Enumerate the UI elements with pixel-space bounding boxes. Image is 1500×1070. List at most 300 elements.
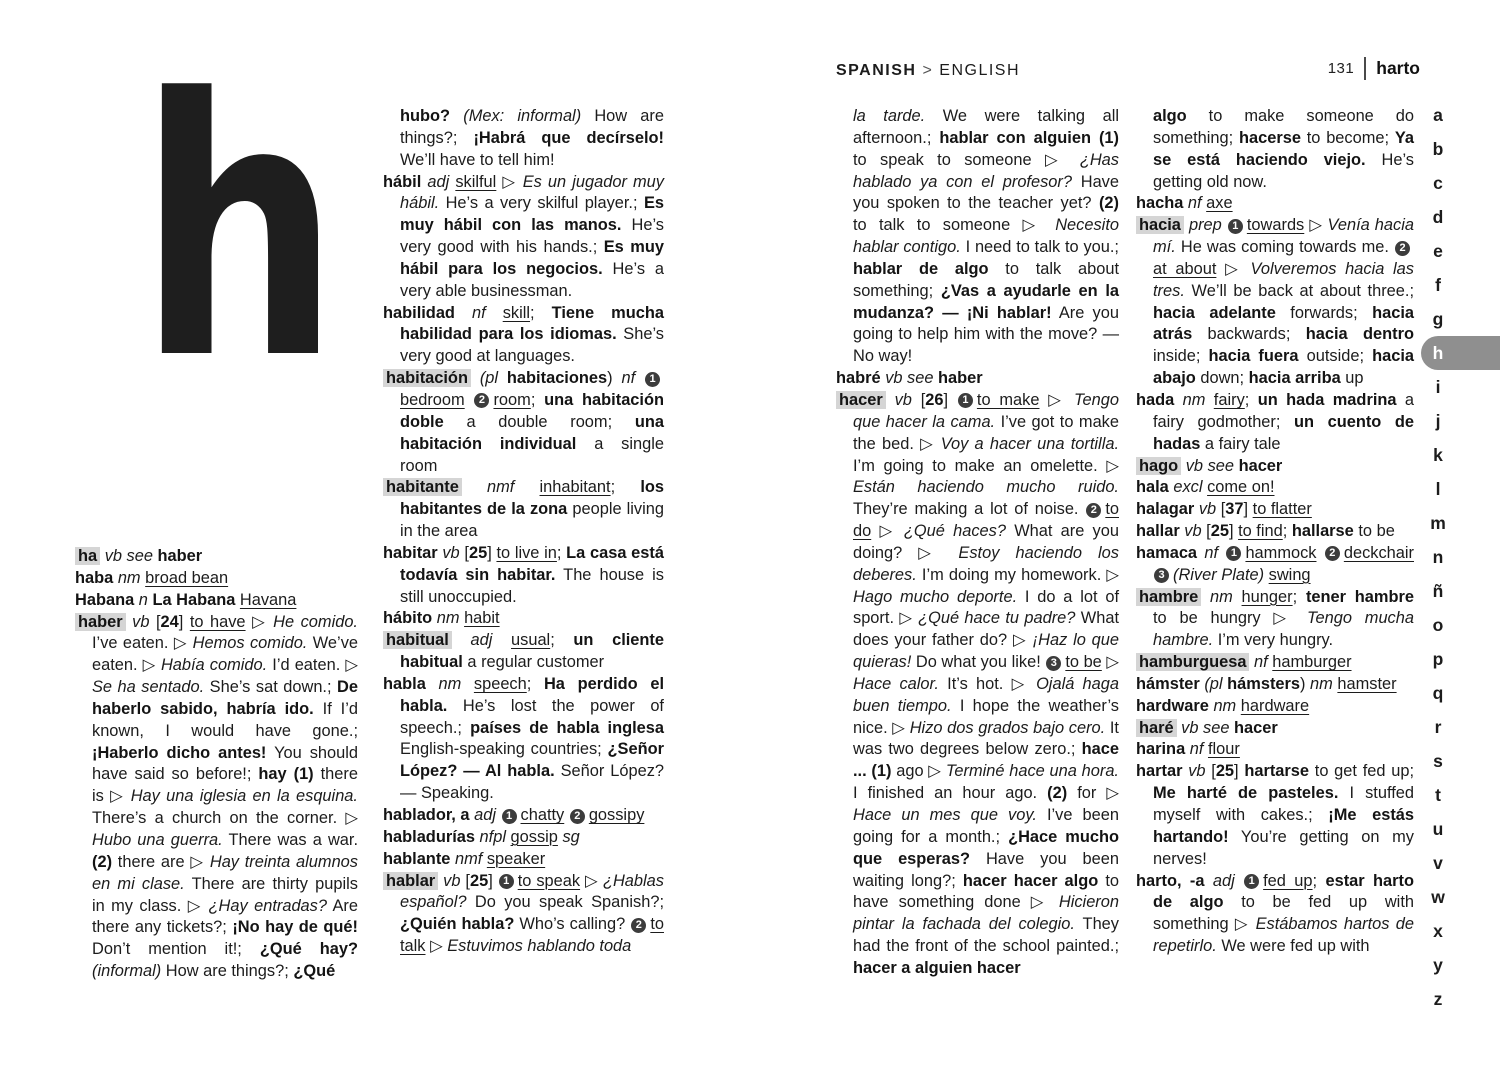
- italic-label: nm: [113, 568, 146, 587]
- plain-text: They’re making a lot of noise.: [853, 500, 1086, 519]
- plain-text: ;: [1282, 522, 1292, 541]
- translation: room: [493, 390, 531, 409]
- alphabet-tab-q[interactable]: [1421, 676, 1500, 710]
- entry-headword: hacia: [1136, 216, 1184, 234]
- bold-phrase: Me harté de pasteles.: [1153, 784, 1339, 803]
- plain-text: up: [1340, 369, 1364, 388]
- bold-phrase: 24: [160, 612, 179, 631]
- italic-label: Había comido.: [160, 656, 268, 675]
- translation: speech: [473, 674, 527, 693]
- plain-text: I’m going to make an omelette. ▷: [853, 456, 1119, 475]
- translation: to flatter: [1252, 500, 1312, 519]
- dictionary-entry: [383, 849, 664, 871]
- sense-number: 1: [1244, 874, 1259, 889]
- translation: at about: [1153, 259, 1217, 278]
- plain-text: [: [1206, 522, 1211, 541]
- alphabet-tab-l[interactable]: [1421, 472, 1500, 506]
- alphabet-tab-r[interactable]: [1421, 710, 1500, 744]
- plain-text: [: [155, 612, 161, 631]
- bold-phrase: ¡Haberlo dicho antes!: [92, 743, 267, 762]
- plain-text: ▷: [1304, 216, 1328, 235]
- alphabet-letter: b: [1432, 138, 1444, 159]
- entry-continuation: [1136, 106, 1414, 193]
- dictionary-entry: [1136, 674, 1414, 696]
- entry-headword: habitar: [383, 543, 438, 562]
- italic-label: Voy a hacer una tortilla.: [940, 434, 1120, 453]
- bold-phrase: 25: [469, 871, 489, 890]
- alphabet-tab-y[interactable]: [1421, 948, 1500, 982]
- alphabet-letter: i: [1435, 376, 1441, 397]
- alphabet-tab-x[interactable]: [1421, 914, 1500, 948]
- dictionary-entry: [1136, 739, 1414, 761]
- dictionary-entry: [75, 546, 358, 568]
- plain-text: He’s a very skilful player.;: [439, 194, 644, 213]
- plain-text: There are thirty pupils in my class. ▷: [92, 874, 358, 915]
- dictionary-entry: [383, 674, 664, 805]
- translation: flour: [1207, 740, 1240, 759]
- plain-text: I’d eaten. ▷: [267, 656, 358, 675]
- plain-text: [471, 369, 480, 387]
- italic-label: (pl: [1204, 674, 1228, 693]
- dictionary-entry: [836, 390, 1119, 980]
- italic-label: nmf: [450, 849, 487, 868]
- italic-label: nm: [1201, 587, 1242, 606]
- page-reference: [1328, 55, 1420, 81]
- translation: bedroom: [400, 390, 465, 409]
- italic-label: ¿Has hablado ya con el profesor?: [853, 150, 1119, 191]
- plain-text: [: [464, 543, 469, 562]
- bold-phrase: tener hambre: [1305, 587, 1415, 606]
- italic-label: Ojalá haga buen tiempo.: [853, 674, 1120, 715]
- bold-phrase: ¿Qué: [293, 962, 336, 981]
- plain-text: Señor López? — Speaking.: [400, 762, 665, 803]
- italic-label: nfpl: [475, 827, 511, 846]
- plain-text: How are things?;: [161, 962, 294, 981]
- plain-text: a fairy tale: [1200, 434, 1281, 453]
- dictionary-entry: [383, 871, 664, 958]
- plain-text: We were fed up with: [1216, 937, 1370, 956]
- plain-text: You’re getting on my nerves!: [1153, 827, 1414, 868]
- bold-phrase: 37: [1225, 500, 1244, 519]
- dictionary-entry: [75, 568, 358, 590]
- dictionary-entry: [383, 303, 664, 369]
- alphabet-tab-p[interactable]: [1421, 642, 1500, 676]
- italic-label: Venía hacia mí.: [1153, 216, 1414, 257]
- header-language-direction: [836, 62, 1020, 80]
- sense-number: 2: [570, 809, 585, 824]
- bold-phrase: haber: [157, 547, 203, 565]
- bold-phrase: hacer a alguien hacer: [853, 958, 1021, 977]
- entry-headword: hablar: [383, 872, 438, 890]
- italic-label: Hay treinta alumnos en mi clase.: [92, 852, 358, 893]
- plain-text: I hope the weather’s nice. ▷: [853, 696, 1119, 737]
- entry-continuation: [383, 106, 664, 172]
- dictionary-entry: [1136, 696, 1414, 718]
- italic-label: ¡Haz lo que quieras!: [853, 631, 1120, 672]
- plain-text: to have something done ▷: [853, 871, 1119, 912]
- alphabet-tab-t[interactable]: [1421, 778, 1500, 812]
- bold-phrase: ¿Hace mucho que esperas?: [853, 827, 1119, 868]
- plain-text: ago ▷: [891, 762, 946, 781]
- dictionary-entry: [383, 477, 664, 543]
- entry-headword: hámster: [1136, 674, 1200, 693]
- italic-label: nf: [454, 303, 503, 322]
- bold-phrase: hablar con alguien (1): [939, 128, 1119, 147]
- plain-text: He’s getting old now.: [1153, 150, 1415, 191]
- italic-label: nm: [432, 609, 465, 628]
- translation: to find: [1238, 522, 1283, 541]
- plain-text: If I’d known, I would have gone.;: [92, 699, 358, 740]
- italic-label: Terminé hace una hora.: [945, 762, 1119, 781]
- sense-number: 1: [645, 372, 660, 387]
- plain-text: outside;: [1298, 347, 1373, 366]
- italic-label: Estuvimos hablando toda: [447, 937, 632, 956]
- plain-text: ]: [178, 612, 190, 631]
- plain-text: What does your father do? ▷: [853, 609, 1119, 650]
- bold-phrase: hacia abajo: [1153, 347, 1414, 388]
- column-1: [75, 546, 358, 983]
- bold-phrase: hacia atrás: [1153, 303, 1415, 344]
- plain-text: There was a war.: [222, 830, 359, 849]
- bold-phrase: hallarse: [1291, 522, 1354, 541]
- sense-number: 3: [1046, 656, 1061, 671]
- entry-headword: hacer: [836, 391, 886, 409]
- header-source-language: SPANISH: [836, 62, 917, 79]
- alphabet-tab-c[interactable]: [1421, 166, 1500, 200]
- plain-text: She’s very good at languages.: [400, 325, 664, 366]
- italic-label: nf: [1185, 740, 1208, 759]
- italic-label: Tengo que hacer la cama.: [853, 390, 1119, 431]
- entry-headword: hábito: [383, 609, 433, 628]
- alphabet-tab-i[interactable]: [1421, 370, 1500, 404]
- plain-text: ;: [610, 478, 641, 497]
- bold-phrase: ¿Vas a ayudarle en la mudanza? — ¡Ni hablar!: [853, 281, 1119, 322]
- alphabet-tab-u[interactable]: [1421, 812, 1500, 846]
- dictionary-entry: [383, 827, 664, 849]
- italic-label: nf: [621, 369, 636, 388]
- sense-number: 2: [1325, 546, 1340, 561]
- alphabet-tab-k[interactable]: [1421, 438, 1500, 472]
- italic-label: nf: [1197, 543, 1226, 562]
- translation: hardware: [1240, 696, 1310, 715]
- sense-number: 1: [958, 393, 973, 408]
- alphabet-tab-o[interactable]: [1421, 608, 1500, 642]
- italic-label: nm: [1208, 696, 1241, 715]
- translation: towards: [1246, 216, 1305, 235]
- italic-label: Hace calor.: [853, 674, 939, 693]
- plain-text: ▷: [580, 871, 603, 890]
- italic-label: adj: [1204, 871, 1244, 890]
- bold-phrase: hubo?: [400, 107, 451, 125]
- alphabet-tab-j[interactable]: [1421, 404, 1500, 438]
- header-direction-arrow: >: [922, 62, 934, 79]
- italic-label: sg: [557, 827, 580, 846]
- bold-phrase: hacia dentro: [1305, 325, 1414, 344]
- bold-phrase: haber: [938, 369, 983, 388]
- translation: hunger: [1241, 587, 1293, 606]
- plain-text: I’ve got to make the bed. ▷: [853, 412, 1119, 453]
- italic-label: (River Plate): [1173, 565, 1265, 584]
- plain-text: What are you doing? ▷: [853, 522, 1119, 562]
- bold-phrase: hámsters: [1227, 674, 1301, 693]
- entry-headword: hamaca: [1136, 543, 1198, 562]
- plain-text: ▷: [496, 172, 523, 191]
- bold-phrase: 26: [925, 390, 944, 409]
- plain-text: [635, 369, 644, 387]
- plain-text: ▷: [425, 937, 448, 956]
- alphabet-letter: ñ: [1432, 580, 1444, 601]
- plain-text: ]: [1234, 762, 1245, 781]
- italic-label: (informal): [92, 962, 162, 981]
- translation: come on!: [1207, 478, 1275, 497]
- translation: to live in: [496, 543, 557, 562]
- plain-text: there is ▷: [92, 765, 358, 806]
- plain-text: ;: [1312, 871, 1326, 890]
- plain-text: [: [1220, 500, 1226, 519]
- italic-label: He comido.: [273, 612, 358, 631]
- alphabet-tab-f[interactable]: [1421, 268, 1500, 302]
- italic-label: n: [134, 590, 153, 609]
- italic-label: Se ha sentado.: [92, 678, 205, 697]
- bold-phrase: (2): [92, 852, 113, 871]
- plain-text: I’ve been going for a month.;: [853, 806, 1119, 846]
- italic-label: Hemos comido.: [192, 634, 308, 653]
- entry-headword: hacha: [1136, 194, 1184, 213]
- italic-label: vb: [1194, 500, 1221, 519]
- bold-phrase: ¡Me estás hartando!: [1153, 806, 1415, 846]
- plain-text: Are you going to help him with the move? — No way!: [853, 303, 1119, 366]
- alphabet-letter: z: [1433, 988, 1443, 1009]
- bold-phrase: hace ... (1): [853, 740, 1119, 781]
- alphabet-tab-s[interactable]: [1421, 744, 1500, 778]
- italic-label: Necesito hablar contigo.: [853, 216, 1119, 257]
- entry-headword: hartar: [1136, 762, 1183, 781]
- italic-label: vb: [437, 543, 465, 562]
- alphabet-tab-g[interactable]: [1421, 302, 1500, 336]
- bold-phrase: ¿Señor López? — Al habla.: [400, 740, 664, 781]
- italic-label: (pl: [479, 369, 507, 388]
- italic-label: vb: [438, 871, 466, 890]
- sense-number: 1: [499, 874, 514, 889]
- plain-text: Who’s calling?: [514, 915, 631, 934]
- alphabet-letter: s: [1433, 750, 1443, 771]
- plain-text: He was coming towards me.: [1175, 238, 1394, 257]
- dictionary-entry: [1136, 193, 1414, 215]
- alphabet-tab-h[interactable]: [1421, 336, 1500, 370]
- entry-headword: hala: [1136, 478, 1169, 497]
- alphabet-letter: t: [1435, 784, 1441, 805]
- bold-phrase: hay (1): [258, 765, 314, 784]
- plain-text: [: [1211, 762, 1216, 781]
- alphabet-letter: g: [1432, 308, 1444, 329]
- plain-text: to talk about something;: [853, 259, 1119, 300]
- plain-text: inside;: [1153, 347, 1209, 366]
- italic-label: adj: [421, 172, 456, 191]
- dictionary-entry: [1136, 587, 1414, 653]
- translation: chatty: [520, 806, 565, 824]
- italic-label: ¿Qué haces?: [903, 522, 1006, 541]
- alphabet-letter: p: [1432, 648, 1444, 669]
- translation: fairy: [1213, 390, 1245, 409]
- bold-phrase: hartarse: [1244, 762, 1310, 781]
- dictionary-entry: [1136, 456, 1414, 478]
- bold-phrase: un cuento de hadas: [1153, 412, 1414, 453]
- bold-phrase: ¿Qué hay?: [259, 940, 358, 959]
- sense-number: 2: [631, 918, 646, 933]
- dictionary-entry: [75, 612, 358, 983]
- plain-text: a single room: [400, 434, 664, 475]
- entry-continuation: [836, 106, 1119, 368]
- page-number: 131: [1327, 59, 1355, 77]
- plain-text: ▷: [1039, 390, 1075, 409]
- alphabet-letter: y: [1433, 954, 1443, 975]
- alphabet-index: [1421, 98, 1500, 1016]
- entry-headword: haré: [1136, 719, 1177, 737]
- alphabet-tab-n[interactable]: [1421, 540, 1500, 574]
- plain-text: to speak to someone ▷: [853, 150, 1080, 169]
- plain-text: to talk to someone ▷: [853, 216, 1056, 235]
- plain-text: I’m doing my homework. ▷: [916, 565, 1119, 584]
- alphabet-tab-d[interactable]: [1421, 200, 1500, 234]
- bold-phrase: una habitación individual: [400, 412, 664, 453]
- entry-headword: harina: [1136, 740, 1186, 759]
- plain-text: I’ve eaten. ▷: [92, 634, 193, 653]
- translation: habit: [464, 609, 500, 628]
- italic-label: Hizo dos grados bajo cero.: [909, 718, 1106, 737]
- plain-text: ): [1300, 674, 1311, 693]
- sense-number: 1: [1228, 219, 1243, 234]
- entry-headword: habré: [836, 369, 881, 388]
- plain-text: ▷: [871, 522, 904, 541]
- italic-label: nmf: [461, 478, 540, 497]
- alphabet-tab-w[interactable]: [1421, 880, 1500, 914]
- translation: deckchair: [1343, 543, 1414, 562]
- bold-phrase: Ha perdido el habla.: [400, 674, 664, 715]
- plain-text: a double room;: [443, 412, 635, 431]
- italic-label: Están haciendo mucho ruido.: [853, 478, 1119, 497]
- italic-label: adj: [451, 631, 512, 650]
- translation: axe: [1206, 194, 1233, 213]
- plain-text: ]: [488, 871, 498, 890]
- italic-label: vb: [125, 612, 156, 631]
- alphabet-tab-e[interactable]: [1421, 234, 1500, 268]
- entry-headword: habitación: [383, 369, 471, 387]
- italic-label: prep: [1183, 216, 1227, 235]
- plain-text: to be fed up with something ▷: [1153, 893, 1414, 934]
- translation: hammock: [1245, 543, 1317, 562]
- translation: skill: [502, 303, 531, 322]
- translation: speaker: [486, 849, 546, 868]
- dictionary-entry: [383, 172, 664, 303]
- dictionary-entry: [1136, 761, 1414, 870]
- bold-phrase: hacer hacer algo: [962, 871, 1099, 890]
- italic-label: Hubo una guerra.: [92, 830, 223, 849]
- plain-text: I’m very hungry.: [1213, 631, 1334, 650]
- plain-text: Do what you like!: [911, 653, 1046, 672]
- plain-text: ;: [556, 543, 567, 562]
- italic-label: ¿Hay entradas?: [208, 896, 327, 915]
- plain-text: We were talking all afternoon.;: [853, 107, 1119, 147]
- italic-label: Hay una iglesia en la esquina.: [130, 787, 358, 806]
- dictionary-entry: [383, 608, 664, 630]
- alphabet-tab-b[interactable]: [1421, 132, 1500, 166]
- dictionary-entry: [1136, 499, 1414, 521]
- alphabet-letter: k: [1433, 444, 1443, 465]
- plain-text: to make someone do something;: [1153, 107, 1414, 147]
- alphabet-letter: n: [1432, 546, 1444, 567]
- plain-text: forwards;: [1275, 303, 1373, 322]
- alphabet-letter: a: [1433, 104, 1443, 125]
- dictionary-entry: [383, 368, 664, 477]
- sense-number: 2: [1086, 503, 1101, 518]
- plain-text: I finished an hour ago.: [853, 784, 1048, 803]
- plain-text: to be hungry ▷: [1153, 609, 1308, 628]
- bold-phrase: los habitantes de la zona: [400, 478, 664, 519]
- plain-text: ;: [530, 303, 552, 322]
- italic-label: Estábamos hartos de repetirlo.: [1153, 915, 1415, 956]
- column-4: [1136, 106, 1414, 958]
- bold-phrase: hacia arriba: [1248, 369, 1341, 388]
- alphabet-letter: h: [1432, 342, 1444, 363]
- alphabet-tab-ñ[interactable]: [1421, 574, 1500, 608]
- italic-label: nm: [425, 674, 474, 693]
- plain-text: We’ll have to tell him!: [400, 150, 555, 169]
- translation: skilful: [455, 172, 497, 191]
- alphabet-tab-m[interactable]: [1421, 506, 1500, 540]
- bold-phrase: ¡Habrá que decírselo!: [473, 128, 664, 147]
- plain-text: It’s hot. ▷: [938, 674, 1037, 693]
- entry-headword: haba: [75, 568, 114, 587]
- alphabet-letter: v: [1433, 852, 1443, 873]
- entry-headword: hardware: [1136, 696, 1209, 715]
- dictionary-entry: [75, 590, 358, 612]
- alphabet-letter: w: [1431, 886, 1445, 907]
- italic-label: vb see: [1181, 456, 1239, 475]
- alphabet-letter: x: [1433, 920, 1443, 941]
- plain-text: Don’t mention it!;: [92, 940, 260, 959]
- alphabet-letter: e: [1433, 240, 1443, 261]
- alphabet-tab-z[interactable]: [1421, 982, 1500, 1016]
- plain-text: a fairy godmother;: [1153, 390, 1414, 431]
- plain-text: there are ▷: [112, 852, 210, 871]
- alphabet-letter: m: [1430, 512, 1446, 533]
- bold-phrase: un hada madrina: [1257, 390, 1397, 409]
- plain-text: ;: [550, 631, 574, 650]
- entry-headword: habitual: [383, 631, 452, 649]
- translation: to talk: [400, 915, 664, 956]
- bold-phrase: 25: [1215, 762, 1235, 781]
- dictionary-entry: [1136, 477, 1414, 499]
- plain-text: [: [465, 871, 470, 890]
- alphabet-letter: d: [1432, 206, 1444, 227]
- entry-headword: hamburguesa: [1136, 653, 1249, 671]
- plain-text: Do you speak Spanish?;: [466, 893, 664, 912]
- alphabet-tab-v[interactable]: [1421, 846, 1500, 880]
- plain-text: [450, 107, 463, 125]
- alphabet-tab-a[interactable]: [1421, 98, 1500, 132]
- plain-text: ]: [943, 390, 957, 409]
- bold-phrase: Ya se está haciendo viejo.: [1153, 128, 1414, 169]
- sense-number: 3: [1154, 568, 1169, 583]
- plain-text: [1316, 544, 1323, 562]
- translation: fed up: [1263, 871, 1313, 890]
- plain-text: [: [920, 390, 926, 409]
- dictionary-entry: [1136, 871, 1414, 958]
- entry-headword: hablante: [383, 849, 451, 868]
- italic-label: ¿Hablas español?: [400, 871, 664, 912]
- bold-phrase: (2): [1098, 194, 1119, 213]
- plain-text: It was two degrees below zero.;: [853, 718, 1119, 759]
